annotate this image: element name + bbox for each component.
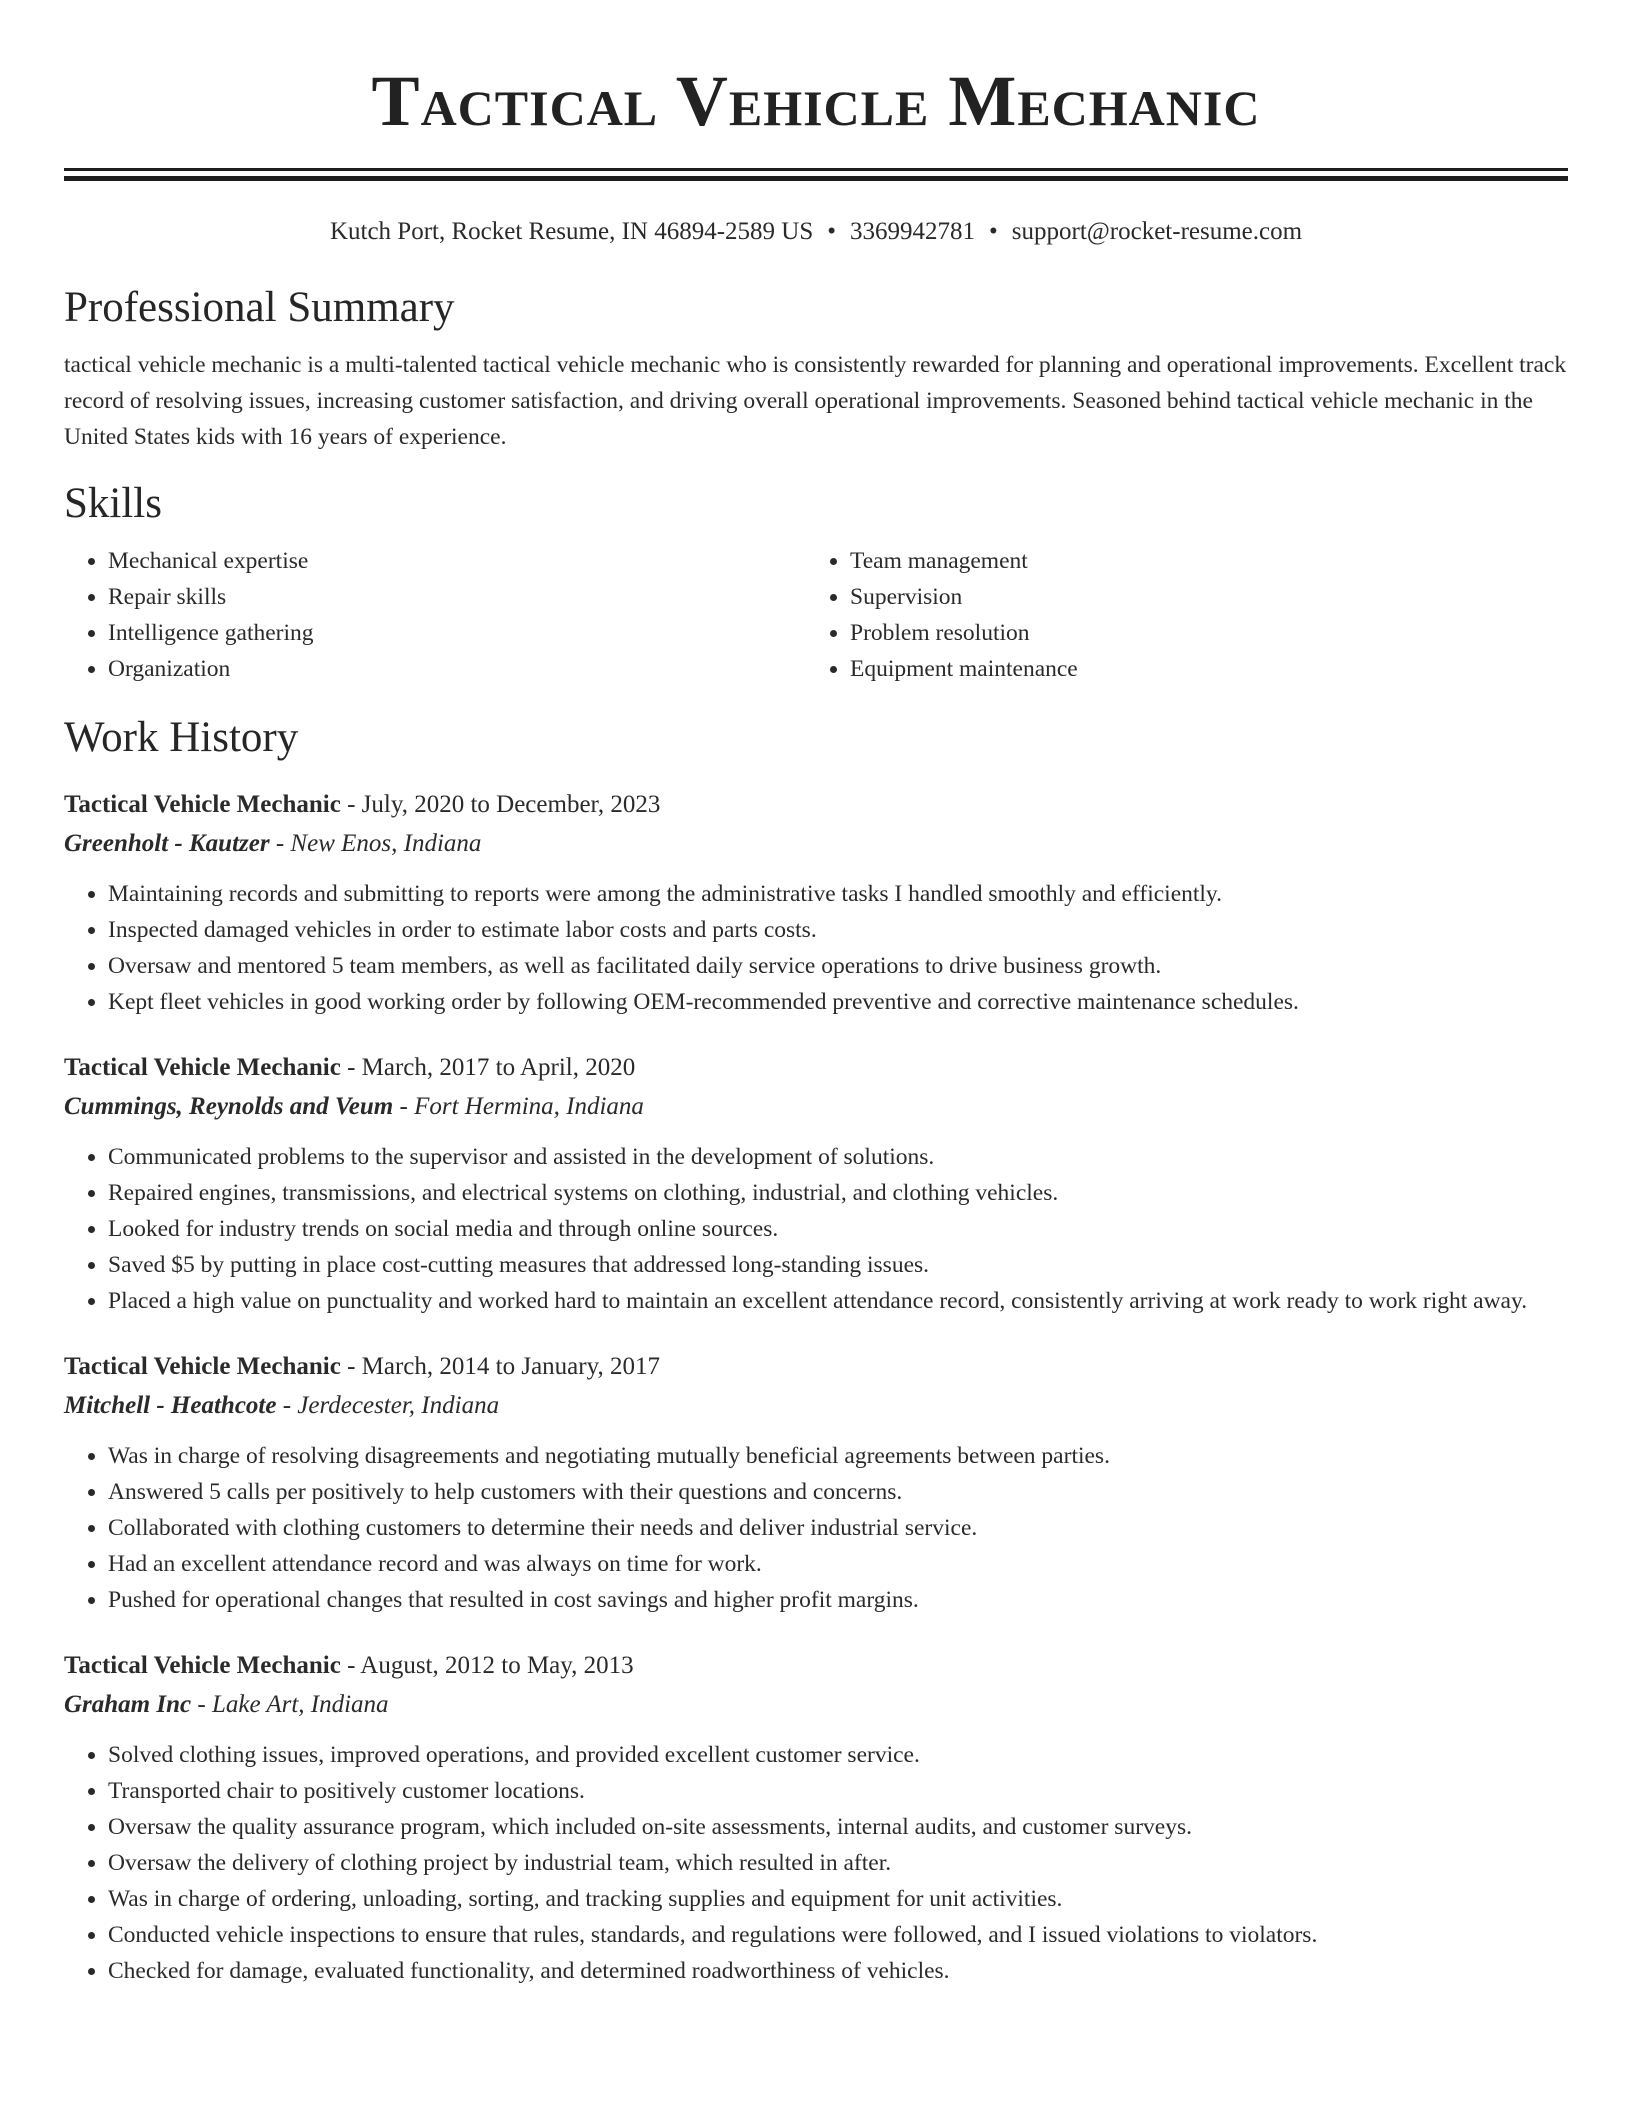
- skill-item: • Problem resolution: [850, 615, 1548, 651]
- job-title-line: [64, 1646, 1568, 1685]
- job-bullet: • Answered 5 calls per positively to help customers with their questions and concerns.: [108, 1474, 1568, 1510]
- job-dates: - March, 2014 to January, 2017: [340, 1353, 660, 1380]
- job-bullet: • Was in charge of ordering, unloading, sorting, and tracking supplies and equipment for unit activities.: [108, 1881, 1568, 1917]
- skills-heading: Skills: [64, 480, 162, 527]
- job-location: - Fort Hermina, Indiana: [393, 1093, 644, 1120]
- contact-phone: 3369942781: [850, 218, 975, 245]
- job-title-line: [64, 1048, 1568, 1087]
- job-bullet: • Collaborated with clothing customers to determine their needs and deliver industrial service.: [108, 1510, 1568, 1546]
- skill-item: • Organization: [108, 651, 806, 687]
- job-bullet: • Maintaining records and submitting to reports were among the administrative tasks I handled smoothly and efficiently.: [108, 876, 1568, 912]
- skills-column-left: [64, 543, 806, 687]
- job-title: Tactical Vehicle Mechanic: [64, 1054, 341, 1081]
- skill-item: • Mechanical expertise: [108, 543, 806, 579]
- skill-item: • Equipment maintenance: [850, 651, 1548, 687]
- skills-column-right: [806, 543, 1548, 687]
- job-location: - Jerdecester, Indiana: [276, 1392, 500, 1419]
- job-bullets: [64, 1438, 1568, 1618]
- job-location: - Lake Art, Indiana: [191, 1691, 389, 1718]
- job-dates: - July, 2020 to December, 2023: [340, 791, 661, 818]
- job-bullet: • Repaired engines, transmissions, and electrical systems on clothing, industrial, and clothing vehicles.: [108, 1175, 1568, 1211]
- summary-text: tactical vehicle mechanic is a multi-talented tactical vehicle mechanic who is consistently rewarded for planning and operational improvements. Excellent track record of resolving issues, increasing customer satisfaction, and driving overall operational improvements. Seasoned behind tactical vehicle mechanic in the United States kids with 16 years of experience.: [64, 352, 1567, 450]
- job-bullet: • Had an excellent attendance record and was always on time for work.: [108, 1546, 1568, 1582]
- job-dates: - August, 2012 to May, 2013: [340, 1652, 634, 1679]
- job-bullets: [64, 876, 1568, 1020]
- title-rule-top: [64, 168, 1568, 171]
- resume-title: Tactical Vehicle Mechanic: [371, 61, 1261, 141]
- job-title: Tactical Vehicle Mechanic: [64, 1652, 341, 1679]
- job-company-line: [64, 1087, 1568, 1127]
- contact-email: support@rocket-resume.com: [1011, 218, 1303, 245]
- job-bullet: • Kept fleet vehicles in good working order by following OEM-recommended preventive and corrective maintenance schedules.: [108, 984, 1568, 1020]
- contact-separator: •: [989, 218, 998, 245]
- summary-heading: Professional Summary: [64, 284, 455, 331]
- job-bullets: [64, 1139, 1568, 1319]
- job-entry: [64, 1347, 1568, 1618]
- job-bullet: • Communicated problems to the supervisor and assisted in the development of solutions.: [108, 1139, 1568, 1175]
- job-company: Mitchell - Heathcote: [64, 1392, 277, 1419]
- job-bullet: • Conducted vehicle inspections to ensure that rules, standards, and regulations were followed, and I issued violations to violators.: [108, 1917, 1568, 1953]
- job-entry: [64, 785, 1568, 1020]
- job-entry: [64, 1646, 1568, 1989]
- job-bullets: [64, 1737, 1568, 1989]
- job-dates: - March, 2017 to April, 2020: [340, 1054, 636, 1081]
- job-bullet: • Oversaw the quality assurance program, which included on-site assessments, internal audits, and customer surveys.: [108, 1809, 1568, 1845]
- job-bullet: • Checked for damage, evaluated functionality, and determined roadworthiness of vehicles.: [108, 1953, 1568, 1989]
- job-bullet: • Transported chair to positively customer locations.: [108, 1773, 1568, 1809]
- job-title: Tactical Vehicle Mechanic: [64, 791, 341, 818]
- skill-item: • Team management: [850, 543, 1548, 579]
- job-bullet: • Solved clothing issues, improved operations, and provided excellent customer service.: [108, 1737, 1568, 1773]
- contact-separator: •: [827, 218, 836, 245]
- job-bullet: • Looked for industry trends on social media and through online sources.: [108, 1211, 1568, 1247]
- job-title-line: [64, 785, 1568, 824]
- skills-list: [64, 543, 1568, 687]
- job-company: Graham Inc: [64, 1691, 192, 1718]
- job-company: Greenholt - Kautzer: [64, 830, 270, 857]
- job-bullet: • Placed a high value on punctuality and worked hard to maintain an excellent attendance record, consistently arriving at work ready to work right away.: [108, 1283, 1568, 1319]
- job-location: - New Enos, Indiana: [269, 830, 482, 857]
- job-bullet: • Pushed for operational changes that resulted in cost savings and higher profit margins.: [108, 1582, 1568, 1618]
- job-title-line: [64, 1347, 1568, 1386]
- job-bullet: • Oversaw and mentored 5 team members, as well as facilitated daily service operations to drive business growth.: [108, 948, 1568, 984]
- job-company-line: [64, 1386, 1568, 1426]
- job-bullet: • Inspected damaged vehicles in order to estimate labor costs and parts costs.: [108, 912, 1568, 948]
- job-company: Cummings, Reynolds and Veum: [64, 1093, 394, 1120]
- job-entry: [64, 1048, 1568, 1319]
- contact-address: Kutch Port, Rocket Resume, IN 46894-2589 US: [329, 218, 814, 245]
- job-bullet: • Saved $5 by putting in place cost-cutting measures that addressed long-standing issues.: [108, 1247, 1568, 1283]
- contact-line: [64, 217, 1568, 247]
- job-bullet: • Oversaw the delivery of clothing project by industrial team, which resulted in after.: [108, 1845, 1568, 1881]
- job-bullet: • Was in charge of resolving disagreements and negotiating mutually beneficial agreements between parties.: [108, 1438, 1568, 1474]
- title-rule-bottom: [64, 176, 1568, 181]
- job-title: Tactical Vehicle Mechanic: [64, 1353, 341, 1380]
- skill-item: • Supervision: [850, 579, 1548, 615]
- skill-item: • Intelligence gathering: [108, 615, 806, 651]
- skill-item: • Repair skills: [108, 579, 806, 615]
- job-company-line: [64, 824, 1568, 864]
- work-history-heading: Work History: [64, 714, 299, 761]
- job-company-line: [64, 1685, 1568, 1725]
